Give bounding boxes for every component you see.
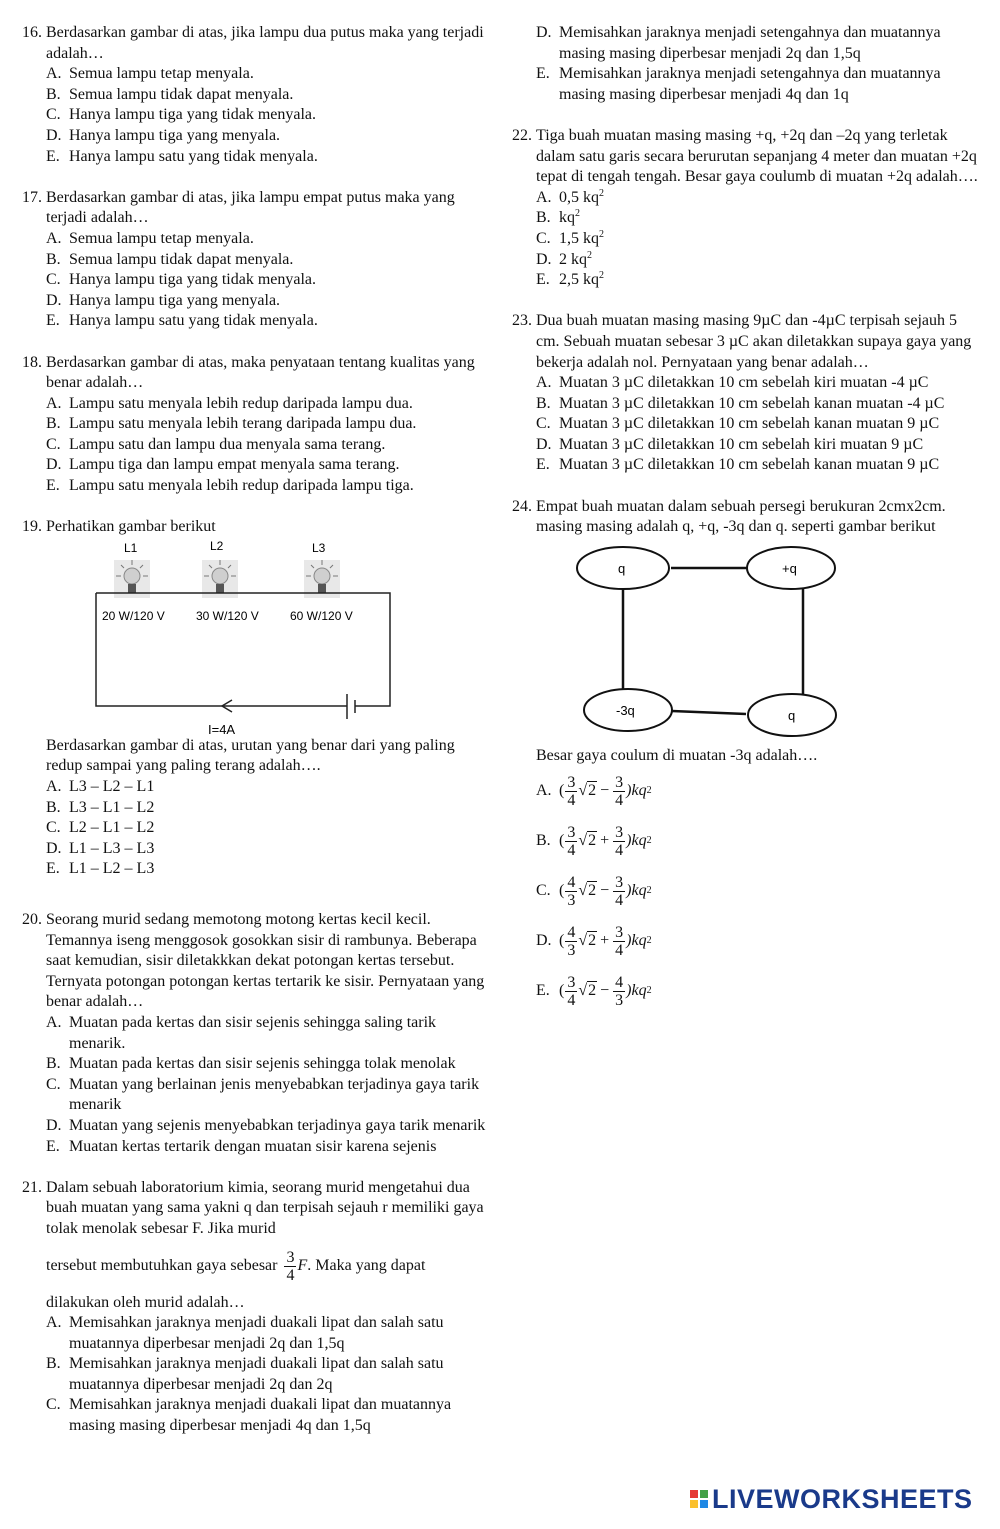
liveworksheets-logo xyxy=(690,1484,973,1514)
question-24 xyxy=(512,497,982,1017)
option-a[interactable] xyxy=(46,1013,492,1054)
question-text: Berdasarkan gambar di atas, jika lampu empat putus maka yang terjadi adalah… xyxy=(46,188,455,227)
option-text: Memisahkan jaraknya menjadi duakali lipat dan muatannya masing masing diperbesar menjadi 4q dan 1,5q xyxy=(69,1396,452,1435)
sqrt: √2 xyxy=(578,982,597,1000)
question-number: 18. xyxy=(22,353,42,371)
option-text: Muatan 3 µC diletakkan 10 cm sebelah kanan muatan 9 µC xyxy=(559,456,940,474)
charge-label: q xyxy=(618,560,626,576)
option-c[interactable] xyxy=(536,229,982,250)
logo-square xyxy=(690,1500,698,1508)
option-e[interactable] xyxy=(46,1137,492,1158)
lamp-rating-l2: 30 W/120 V xyxy=(196,608,259,623)
fraction: $\frac{4}{3}$ xyxy=(615,973,624,1009)
superscript: 2 xyxy=(575,208,580,220)
option-letter: E. xyxy=(536,456,550,474)
option-text: L1 – L3 – L3 xyxy=(69,839,155,857)
option-text: Muatan kertas tertarik dengan muatan sisir karena sejenis xyxy=(69,1137,437,1155)
lamp-label-l3: L3 xyxy=(312,540,326,555)
option-letter: A. xyxy=(46,65,62,83)
option-d[interactable] xyxy=(46,455,492,476)
lamp-label-l2: L2 xyxy=(210,538,224,553)
paren-open: ( xyxy=(559,932,565,950)
operator: − xyxy=(600,782,610,800)
option-letter: B. xyxy=(46,1355,61,1373)
option-text: Hanya lampu satu yang tidak menyala. xyxy=(69,312,318,330)
right-column xyxy=(512,23,982,1016)
option-b[interactable] xyxy=(46,1354,492,1395)
question-20 xyxy=(22,910,492,1157)
option-text: Semua lampu tetap menyala. xyxy=(69,65,254,83)
math-tail: )kq xyxy=(626,932,647,950)
option-letter: A. xyxy=(536,374,552,392)
option-letter: B. xyxy=(46,250,61,268)
option-letter: B. xyxy=(46,85,61,103)
paren-open: ( xyxy=(559,982,565,1000)
option-text: Hanya lampu tiga yang tidak menyala. xyxy=(69,106,317,124)
math-tail: )kq xyxy=(626,882,647,900)
option-letter: B. xyxy=(46,1055,61,1073)
option-letter: D. xyxy=(46,126,62,144)
option-text: Muatan 3 µC diletakkan 10 cm sebelah kanan muatan 9 µC xyxy=(559,415,940,433)
current-label: I=4A xyxy=(208,721,236,736)
left-column xyxy=(22,23,492,1437)
option-text: Memisahkan jaraknya menjadi duakali lipat dan salah satu muatannya diperbesar menjadi 2q dan 1,5q xyxy=(69,1314,444,1352)
question-text: Dua buah muatan masing masing 9µC dan -4µC terpisah sejauh 5 cm. Sebuah muatan sebesar 3 µC akan diletakkan supaya gaya yang bekerja adalah nol. Pernyataan yang benar adalah… xyxy=(536,312,972,371)
fraction: $\frac{3}{4}$ xyxy=(615,773,624,809)
option-d[interactable] xyxy=(46,291,492,312)
lamp-rating-l3: 60 W/120 V xyxy=(290,608,353,623)
option-text: 1,5 kq xyxy=(559,229,599,247)
option-letter: D. xyxy=(536,24,552,41)
option-text: Semua lampu tetap menyala. xyxy=(69,229,254,247)
sqrt: √2 xyxy=(578,832,597,850)
option-b[interactable] xyxy=(536,394,982,415)
question-number: 17. xyxy=(22,188,42,206)
option-c[interactable] xyxy=(46,1395,492,1436)
option-letter: B. xyxy=(536,394,551,412)
option-b[interactable] xyxy=(46,85,492,106)
option-a[interactable] xyxy=(46,777,492,798)
option-text: 0,5 kq xyxy=(559,188,599,206)
option-text: Muatan yang berlainan jenis menyebabkan terjadinya gaya tarik menarik xyxy=(69,1075,480,1114)
superscript: 2 xyxy=(587,249,592,261)
option-text: Muatan pada kertas dan sisir sejenis sehingga tolak menolak xyxy=(69,1055,456,1073)
option-e[interactable] xyxy=(46,476,492,497)
paren-open: ( xyxy=(559,782,565,800)
option-d[interactable] xyxy=(46,126,492,147)
question-text: Seorang murid sedang memotong motong kertas kecil kecil. Temannya iseng menggosok gosokkan sisir di rambunya. Beberapa saat kemudian, sisir diletakkkan dekat potongan kertas tersebut. Ternyata potongan potongan kertas tertarik ke sisir. Pernyataan yang benar adalah… xyxy=(46,911,485,1011)
lamp-rating-l1: 20 W/120 V xyxy=(102,608,165,623)
option-e[interactable] xyxy=(46,147,492,168)
option-b[interactable] xyxy=(46,414,492,435)
option-text: 2 kq xyxy=(559,250,587,268)
charge-label: +q xyxy=(782,560,797,576)
logo-square xyxy=(700,1500,708,1508)
question-text-line2-end: . Maka yang dapat xyxy=(307,1257,426,1275)
option-a[interactable] xyxy=(46,394,492,415)
question-text: Perhatikan gambar berikut xyxy=(46,518,216,536)
option-letter: A. xyxy=(536,188,552,206)
operator: + xyxy=(600,832,610,850)
option-d[interactable] xyxy=(536,435,982,456)
option-letter: E. xyxy=(536,65,550,83)
option-letter: D. xyxy=(536,435,552,453)
option-letter: A. xyxy=(46,394,62,412)
fraction: $\frac{3}{4}$ xyxy=(567,773,576,809)
option-letter: C. xyxy=(46,271,61,289)
superscript: 2 xyxy=(599,270,604,282)
option-letter: A. xyxy=(46,1314,62,1332)
option-letter: C. xyxy=(46,1396,61,1414)
charges-square-diagram xyxy=(576,544,866,744)
option-a[interactable] xyxy=(46,64,492,85)
question-21 xyxy=(22,1178,492,1437)
option-e[interactable] xyxy=(536,455,982,476)
logo-square xyxy=(700,1490,708,1498)
option-letter: E. xyxy=(46,312,60,330)
option-letter: C. xyxy=(46,435,61,453)
option-b[interactable] xyxy=(536,208,982,229)
option-letter: D. xyxy=(536,250,552,268)
option-text: Lampu tiga dan lampu empat menyala sama terang. xyxy=(69,456,400,474)
option-letter: C. xyxy=(46,106,61,124)
question-23 xyxy=(512,311,982,476)
option-letter: C. xyxy=(536,229,551,247)
fraction: $\frac{3}{4}$ xyxy=(615,873,624,909)
option-b[interactable] xyxy=(46,1054,492,1075)
option-text: L3 – L1 – L2 xyxy=(69,798,155,816)
option-c[interactable] xyxy=(536,414,982,435)
option-b[interactable]: B. ( $\frac{3}{4}$ √2 + $\frac{3}{4}$ )kq 2 xyxy=(536,823,652,859)
option-text: L1 – L2 – L3 xyxy=(69,860,155,878)
option-e[interactable] xyxy=(46,859,492,880)
option-letter: A. xyxy=(46,778,62,796)
fraction: $\frac{4}{3}$ xyxy=(567,873,576,909)
question-number: 21. xyxy=(22,1178,42,1196)
question-text: Tiga buah muatan masing masing +q, +2q dan –2q yang terletak dalam satu garis secara berurutan sepanjang 4 meter dan muatan +2q tepat di tengah tengah. Besar gaya coulumb di muatan +2q adalah…. xyxy=(536,126,978,186)
option-letter: B. xyxy=(46,415,61,433)
option-letter: A. xyxy=(536,782,552,800)
battery-icon xyxy=(347,694,355,719)
option-text: Lampu satu menyala lebih redup daripada lampu dua. xyxy=(69,394,413,412)
operator: + xyxy=(600,932,610,950)
option-letter: A. xyxy=(46,229,62,247)
option-letter: E. xyxy=(46,1137,60,1155)
superscript: 2 xyxy=(599,228,604,240)
option-letter: C. xyxy=(536,882,551,900)
option-e[interactable] xyxy=(46,311,492,332)
fraction: $\frac{3}{4}$ xyxy=(286,1249,295,1284)
fraction: $\frac{3}{4}$ xyxy=(615,823,624,859)
option-letter: E. xyxy=(536,982,550,1000)
option-text: L2 – L1 – L2 xyxy=(69,819,155,837)
option-letter: B. xyxy=(536,209,551,227)
option-c[interactable] xyxy=(46,435,492,456)
option-letter: E. xyxy=(536,271,550,289)
option-letter: A. xyxy=(46,1013,62,1031)
option-text: Hanya lampu tiga yang menyala. xyxy=(69,126,281,144)
option-e[interactable] xyxy=(536,64,982,105)
logo-square xyxy=(690,1490,698,1498)
sqrt: √2 xyxy=(578,932,597,950)
fraction: $\frac{3}{4}$ xyxy=(567,973,576,1009)
option-d[interactable]: D. ( $\frac{4}{3}$ √2 + $\frac{3}{4}$ )kq 2 xyxy=(536,923,652,959)
circuit-diagram xyxy=(72,538,452,736)
option-letter: E. xyxy=(46,477,60,495)
option-text: Lampu satu dan lampu dua menyala sama terang. xyxy=(69,435,386,453)
question-number: 23. xyxy=(512,312,532,330)
option-e[interactable]: E. ( $\frac{3}{4}$ √2 − $\frac{4}{3}$ )kq 2 xyxy=(536,973,652,1009)
math-tail: )kq xyxy=(626,782,647,800)
option-a[interactable] xyxy=(536,188,982,209)
option-letter: D. xyxy=(46,839,62,857)
option-letter: B. xyxy=(536,832,551,850)
option-text: Lampu satu menyala lebih terang daripada lampu dua. xyxy=(69,415,417,433)
question-text-line3: dilakukan oleh murid adalah… xyxy=(46,1293,245,1311)
charge-label: q xyxy=(788,707,796,723)
sqrt: √2 xyxy=(578,882,597,900)
question-number: 16. xyxy=(22,24,42,41)
option-text: Muatan 3 µC diletakkan 10 cm sebelah kiri muatan -4 µC xyxy=(559,374,929,392)
option-letter: D. xyxy=(46,1116,62,1134)
option-d[interactable] xyxy=(46,1116,492,1137)
option-a[interactable] xyxy=(46,1313,492,1354)
option-text: L3 – L2 – L1 xyxy=(69,778,155,796)
option-d[interactable] xyxy=(536,23,982,64)
option-c[interactable] xyxy=(46,270,492,291)
option-c[interactable] xyxy=(46,818,492,839)
option-text: Memisahkan jaraknya menjadi setengahnya dan muatannya masing masing diperbesar menjadi 2q dan 1,5q xyxy=(559,24,941,62)
paren-open: ( xyxy=(559,882,565,900)
option-text: Memisahkan jaraknya menjadi duakali lipat dan salah satu muatannya diperbesar menjadi 2q dan 2q xyxy=(69,1355,444,1393)
question-text: Dalam sebuah laboratorium kimia, seorang murid mengetahui dua buah muatan yang sama yakni q dan terpisah sejauh r memiliki gaya tolak menolak sebesar F. Jika murid xyxy=(46,1178,484,1237)
paren-open: ( xyxy=(559,832,565,850)
lamp-label-l1: L1 xyxy=(124,540,138,555)
liveworksheets-logo-icon xyxy=(690,1490,708,1508)
question-after-text: Berdasarkan gambar di atas, urutan yang benar dari yang paling redup sampai yang paling terang adalah…. xyxy=(46,736,455,775)
variable-f: F xyxy=(297,1257,308,1275)
math-options-list xyxy=(536,766,982,1016)
option-text: Hanya lampu satu yang tidak menyala. xyxy=(69,147,318,165)
question-number: 19. xyxy=(22,518,42,536)
question-text: Berdasarkan gambar di atas, maka penyataan tentang kualitas yang benar adalah… xyxy=(46,353,475,392)
question-text-line2: tersebut membutuhkan gaya sebesar xyxy=(46,1257,278,1275)
option-c[interactable] xyxy=(46,105,492,126)
option-e[interactable] xyxy=(536,270,982,291)
superscript: 2 xyxy=(599,187,604,199)
operator: − xyxy=(600,882,610,900)
brand-text: LIVEWORKSHEETS xyxy=(712,1484,973,1514)
option-text: Hanya lampu tiga yang menyala. xyxy=(69,291,281,309)
sqrt: √2 xyxy=(578,782,597,800)
fraction: $\frac{4}{3}$ xyxy=(567,923,576,959)
option-a[interactable] xyxy=(46,229,492,250)
math-tail: )kq xyxy=(626,832,647,850)
math-tail: )kq xyxy=(626,982,647,1000)
question-text: Empat buah muatan dalam sebuah persegi berukuran 2cmx2cm. masing masing adalah q, +q, -3q dan q. seperti gambar berikut xyxy=(536,497,946,536)
option-letter: B. xyxy=(46,798,61,816)
option-letter: C. xyxy=(46,1075,61,1093)
question-number: 20. xyxy=(22,911,42,928)
option-a[interactable] xyxy=(536,373,982,394)
question-18 xyxy=(22,353,492,497)
option-letter: D. xyxy=(46,456,62,474)
option-c[interactable] xyxy=(46,1075,492,1116)
operator: − xyxy=(600,982,610,1000)
option-d[interactable] xyxy=(46,839,492,860)
option-text: 2,5 kq xyxy=(559,271,599,289)
option-letter: E. xyxy=(46,147,60,165)
option-c[interactable]: C. ( $\frac{4}{3}$ √2 − $\frac{3}{4}$ )kq 2 xyxy=(536,873,652,909)
charge-label: -3q xyxy=(616,702,635,718)
fraction: $\frac{3}{4}$ xyxy=(615,923,624,959)
option-text: Lampu satu menyala lebih redup daripada lampu tiga. xyxy=(69,477,414,495)
option-b[interactable] xyxy=(46,798,492,819)
option-text: kq xyxy=(559,209,575,227)
fraction: $\frac{3}{4}$ xyxy=(567,823,576,859)
option-letter: D. xyxy=(536,932,552,950)
question-22 xyxy=(512,126,982,291)
option-text: Semua lampu tidak dapat menyala. xyxy=(69,85,294,103)
question-19 xyxy=(22,517,492,880)
option-text: Hanya lampu tiga yang tidak menyala. xyxy=(69,271,317,289)
option-text: Muatan pada kertas dan sisir sejenis sehingga saling tarik menarik. xyxy=(69,1013,437,1052)
question-number: 22. xyxy=(512,126,532,144)
option-text: Muatan yang sejenis menyebabkan terjadinya gaya tarik menarik xyxy=(69,1116,486,1134)
option-text: Memisahkan jaraknya menjadi setengahnya dan muatannya masing masing diperbesar menjadi 4q dan 1q xyxy=(559,65,941,103)
option-text: Semua lampu tidak dapat menyala. xyxy=(69,250,294,268)
question-after-text: Besar gaya coulum di muatan -3q adalah…. xyxy=(536,746,818,764)
option-d[interactable] xyxy=(536,250,982,271)
option-letter: D. xyxy=(46,291,62,309)
question-number: 24. xyxy=(512,497,532,515)
option-letter: C. xyxy=(536,415,551,433)
question-17 xyxy=(22,188,492,332)
option-a[interactable]: A. ( $\frac{3}{4}$ √2 − $\frac{3}{4}$ )kq 2 xyxy=(536,773,652,809)
option-letter: C. xyxy=(46,819,61,837)
option-text: Muatan 3 µC diletakkan 10 cm sebelah kiri muatan 9 µC xyxy=(559,435,924,453)
question-text: Berdasarkan gambar di atas, jika lampu dua putus maka yang terjadi adalah… xyxy=(46,24,484,62)
option-letter: E. xyxy=(46,860,60,878)
option-b[interactable] xyxy=(46,250,492,271)
question-16 xyxy=(22,23,492,167)
question-21-continued xyxy=(536,23,982,105)
option-text: Muatan 3 µC diletakkan 10 cm sebelah kanan muatan -4 µC xyxy=(559,394,945,412)
